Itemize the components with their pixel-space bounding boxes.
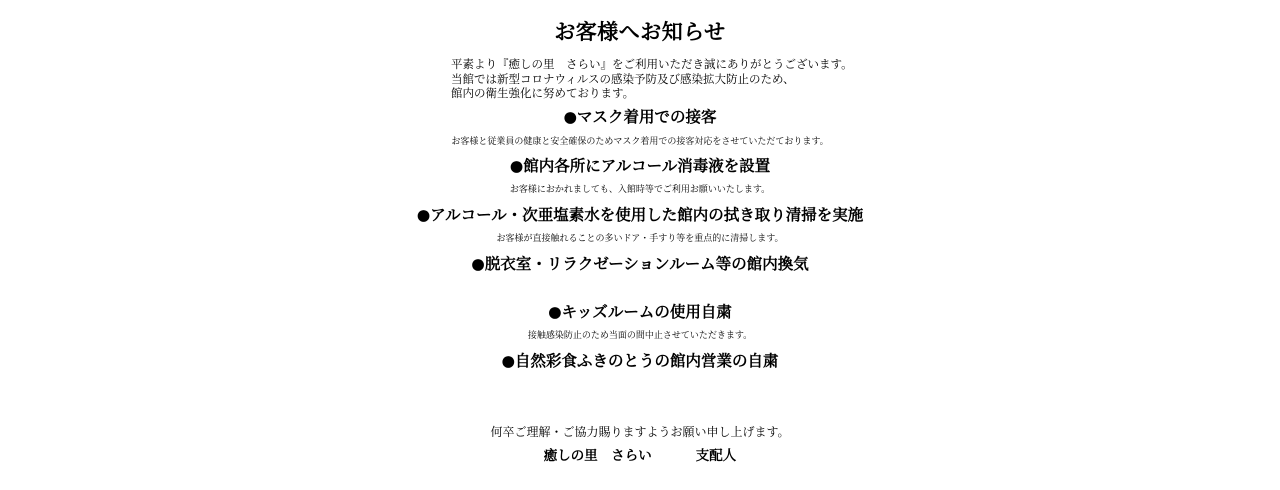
signature — [0, 450, 1280, 464]
section-note-mask: お客様と従業員の健康と安全確保のためマスク着用での接客対応をさせていただております。 — [451, 137, 829, 147]
section-heading-cleaning: ●アルコール・次亜塩素水を使用した館内の拭き取り清掃を実施 — [416, 206, 864, 224]
intro-paragraph — [451, 57, 853, 101]
section-heading-kids-room: ●キッズルームの使用自粛 — [548, 303, 732, 321]
signature-name: 癒しの里 さらい — [543, 448, 652, 464]
section-heading-ventilation: ●脱衣室・リラクゼーションルーム等の館内換気 — [471, 255, 809, 273]
section-heading-alcohol: ●館内各所にアルコール消毒液を設置 — [509, 157, 771, 175]
section-note-kids-room: 接触感染防止のため当面の間中止させていただきます。 — [527, 331, 753, 341]
section-heading-restaurant: ●自然彩食ふきのとうの館内営業の自粛 — [501, 352, 779, 370]
section-note-cleaning: お客様が直接触れることの多いドア・手すり等を重点的に清掃します。 — [496, 234, 784, 244]
intro-line-3: 館内の衛生強化に努めております。 — [451, 86, 635, 100]
intro-line-2: 当館では新型コロナウィルスの感染予防及び感染拡大防止のため、 — [451, 71, 795, 86]
section-heading-mask: ●マスク着用での接客 — [563, 108, 717, 126]
closing-message: 何卒ご理解・ご協力賜りますようお願い申し上げます。 — [490, 425, 790, 439]
section-note-alcohol: お客様におかれましても、入館時等でご利用お願いいたします。 — [509, 185, 771, 195]
signature-role: 支配人 — [695, 448, 737, 464]
intro-line-1: 平素より『癒しの里 さらい』をご利用いただき誠にありがとうございます。 — [451, 57, 853, 71]
notice-title: お客様へお知らせ — [554, 20, 726, 44]
